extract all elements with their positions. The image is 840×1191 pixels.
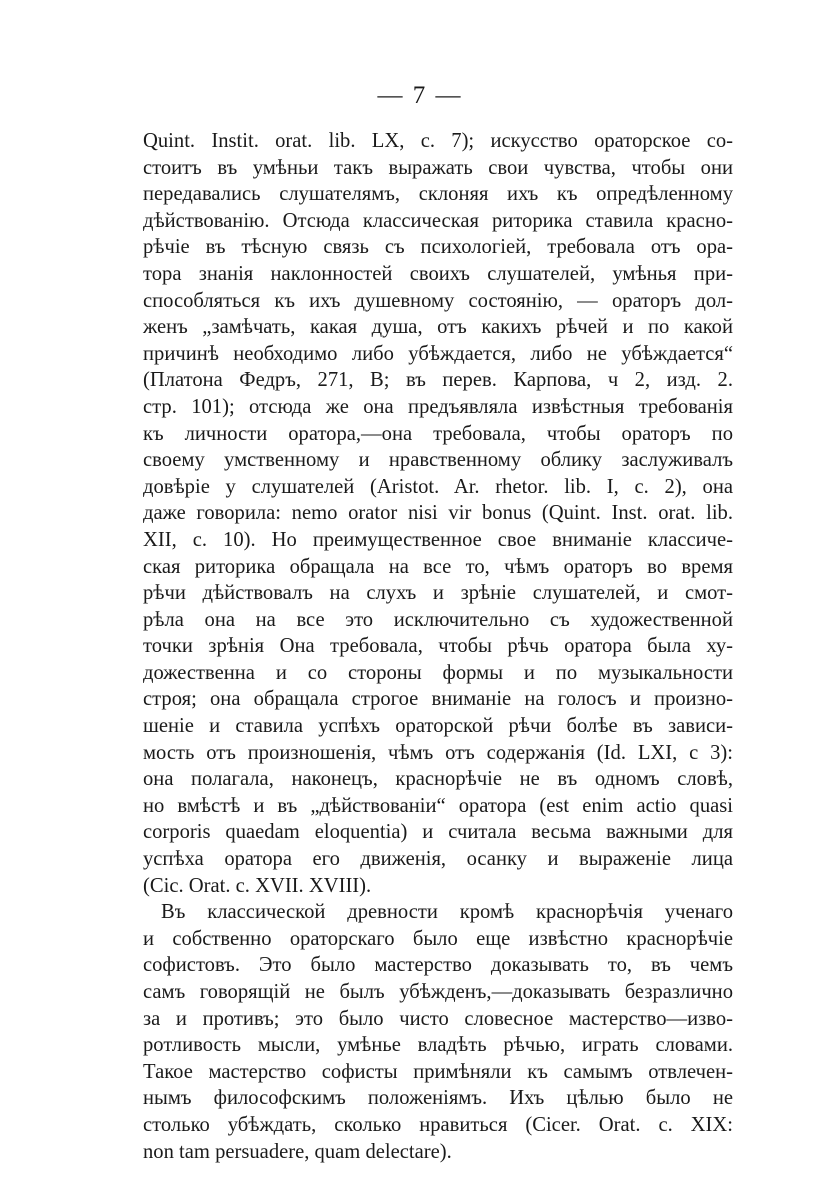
text-line: точки зрѣнія Она требовала, чтобы рѣчь оратора была ху- [143,635,733,658]
text-line: XII, c. 10). Но преимущественное свое вниманіе классиче- [143,528,733,551]
text-line: стр. 101); отсюда же она предъявляла извѣстныя требованія [143,395,733,418]
text-line: шеніе и ставила успѣхъ ораторской рѣчи болѣе въ зависи- [143,715,733,738]
text-line: (Платона Федръ, 271, В; въ перев. Карпова, ч 2, изд. 2. [143,369,733,392]
text-line: своему умственному и нравственному облику заслуживалъ [143,449,733,472]
text-line: причинѣ необходимо либо убѣждается, либо не убѣждается“ [143,342,733,365]
text-line: передавались слушателямъ, склоняя ихъ къ опредѣленному [143,183,733,206]
text-line: дѣйствованію. Отсюда классическая риторика ставила красно- [143,209,733,232]
text-line: способляться къ ихъ душевному состоянію, — ораторъ дол- [143,289,733,312]
text-line: и собственно ораторскаго было еще извѣстно краснорѣчіе [143,927,733,950]
page-number: — 7 — [377,82,463,109]
body-text [143,128,733,1165]
text-line: за и противъ; это было чисто словесное мастерство—изво- [143,1007,733,1030]
text-line: женъ „замѣчать, какая душа, отъ какихъ рѣчей и по какой [143,316,733,339]
text-line: она полагала, наконецъ, краснорѣчіе не въ одномъ словѣ, [143,768,733,791]
text-line: даже говорила: nemo orator nisi vir bonus (Quint. Inst. orat. lib. [143,502,733,525]
text-line: Quint. Instit. orat. lib. LX, c. 7); искусство ораторское со- [143,130,733,152]
text-line: мость отъ произношенія, чѣмъ отъ содержанія (Id. LXI, c 3): [143,741,733,764]
text-line: ротливость мысли, умѣнье владѣть рѣчью, играть словами. [143,1034,733,1057]
text-line: стоитъ въ умѣньи такъ выражать свои чувства, чтобы они [143,156,733,179]
text-line: къ личности оратора,—она требовала, чтобы ораторъ по [143,422,733,445]
text-line: рѣчи дѣйствовалъ на слухъ и зрѣніе слушателей, и смот- [143,582,733,605]
text-line: рѣчіе въ тѣсную связь съ психологіей, требовала отъ ора- [143,236,733,259]
text-line: Такое мастерство софисты примѣняли къ самымъ отвлечен- [143,1060,733,1083]
text-line: ская риторика обращала на все то, чѣмъ ораторъ во время [143,555,733,578]
text-line: довѣріе у слушателей (Aristot. Ar. rhetor. lib. I, c. 2), она [143,475,733,498]
paragraph-1 [143,128,733,899]
text-line: но вмѣстѣ и въ „дѣйствованіи“ оратора (est enim actio quasi [143,794,733,817]
paragraph-2 [143,899,733,1165]
text-line: успѣха оратора его движенія, осанку и выраженіе лица [143,848,733,871]
text-line: Въ классической древности кромѣ краснорѣчія ученаго [161,901,733,924]
text-line: (Cic. Orat. c. XVII. XVIII). [143,874,372,897]
text-line: дожественна и со стороны формы и по музыкальности [143,661,733,684]
text-line: самъ говорящій не былъ убѣжденъ,—доказывать безразлично [143,981,733,1003]
text-line: рѣла она на все это исключительно съ художественной [143,608,733,631]
text-line: софистовъ. Это было мастерство доказывать то, въ чемъ [143,954,733,977]
text-line: corporis quaedam eloquentia) и считала весьма важными для [143,821,733,844]
text-line: нымъ философскимъ положеніямъ. Ихъ цѣлью было не [143,1087,733,1110]
text-line: строя; она обращала строгое вниманіе на голосъ и произно- [143,688,733,711]
text-line: столько убѣждать, сколько нравиться (Cicer. Orat. c. XIX: [143,1113,733,1136]
text-line: non tam persuadere, quam delectare). [143,1140,452,1163]
text-line: тора знанія наклонностей своихъ слушателей, умѣнья при- [143,262,733,285]
